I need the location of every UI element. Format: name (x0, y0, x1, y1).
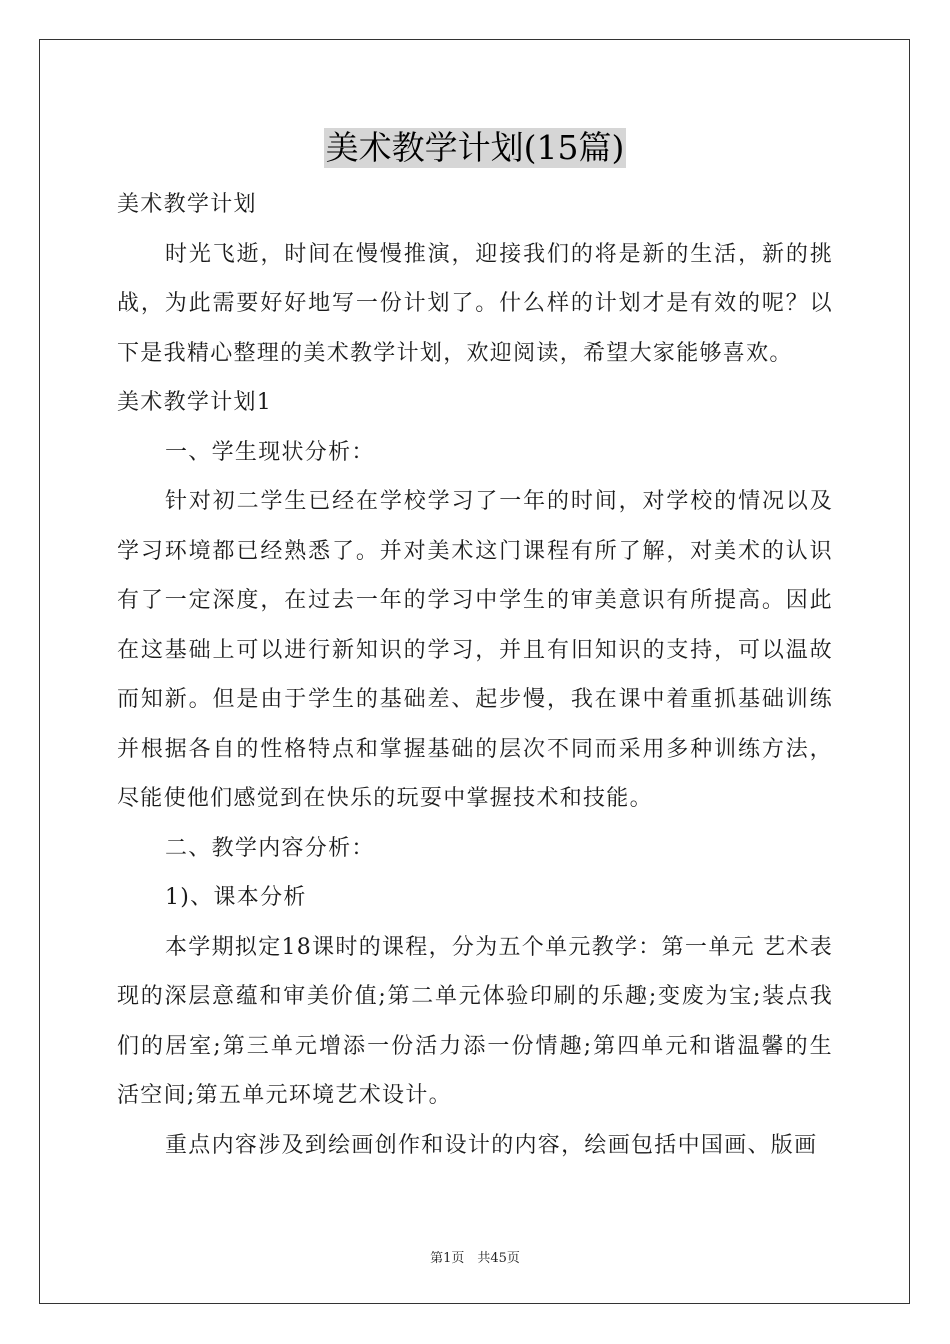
subsection-heading: 二、教学内容分析： (165, 835, 375, 861)
intro-paragraph: 时光飞逝，时间在慢慢推演，迎接我们的将是新的生活，新的挑战，为此需要好好地写一份计划了。什么样的计划才是有效的呢？以下是我精心整理的美术教学计划，欢迎阅读，希望大家能够喜欢。 (117, 241, 833, 366)
subsection-heading: 一、学生现状分析： (165, 439, 375, 465)
document-body (117, 180, 833, 1170)
document-title: 美术教学计划(15篇) (325, 128, 625, 167)
section-heading: 美术教学计划1 (117, 390, 273, 415)
body-paragraph: 针对初二学生已经在学校学习了一年的时间，对学校的情况以及学习环境都已经熟悉了。并对美术这门课程有所了解，对美术的认识有了一定深度，在过去一年的学习中学生的审美意识有所提高。因此在这基础上可以进行新知识的学习，并且有旧知识的支持，可以温故而知新。但是由于学生的基础差、起步慢，我在课中着重抓基础训练并根据各自的性格特点和掌握基础的层次不同而采用多种训练方法，尽能使他们感觉到在快乐的玩耍中掌握技术和技能。 (117, 489, 833, 811)
page-number-label: 第1页 共45页 (430, 1251, 520, 1266)
title-container (0, 128, 950, 168)
section-heading: 美术教学计划 (117, 192, 257, 217)
body-paragraph: 重点内容涉及到绘画创作和设计的内容，绘画包括中国画、版画 (165, 1132, 818, 1158)
page-footer (0, 1247, 950, 1266)
body-paragraph: 本学期拟定18课时的课程，分为五个单元教学：第一单元 艺术表现的深层意蕴和审美价值;第二单元体验印刷的乐趣;变废为宝;装点我们的居室;第三单元增添一份活力添一份情趣;第四单元和谐温馨的生活空间;第五单元环境艺术设计。 (117, 934, 833, 1108)
subsection-heading: 1)、课本分析 (165, 885, 307, 910)
